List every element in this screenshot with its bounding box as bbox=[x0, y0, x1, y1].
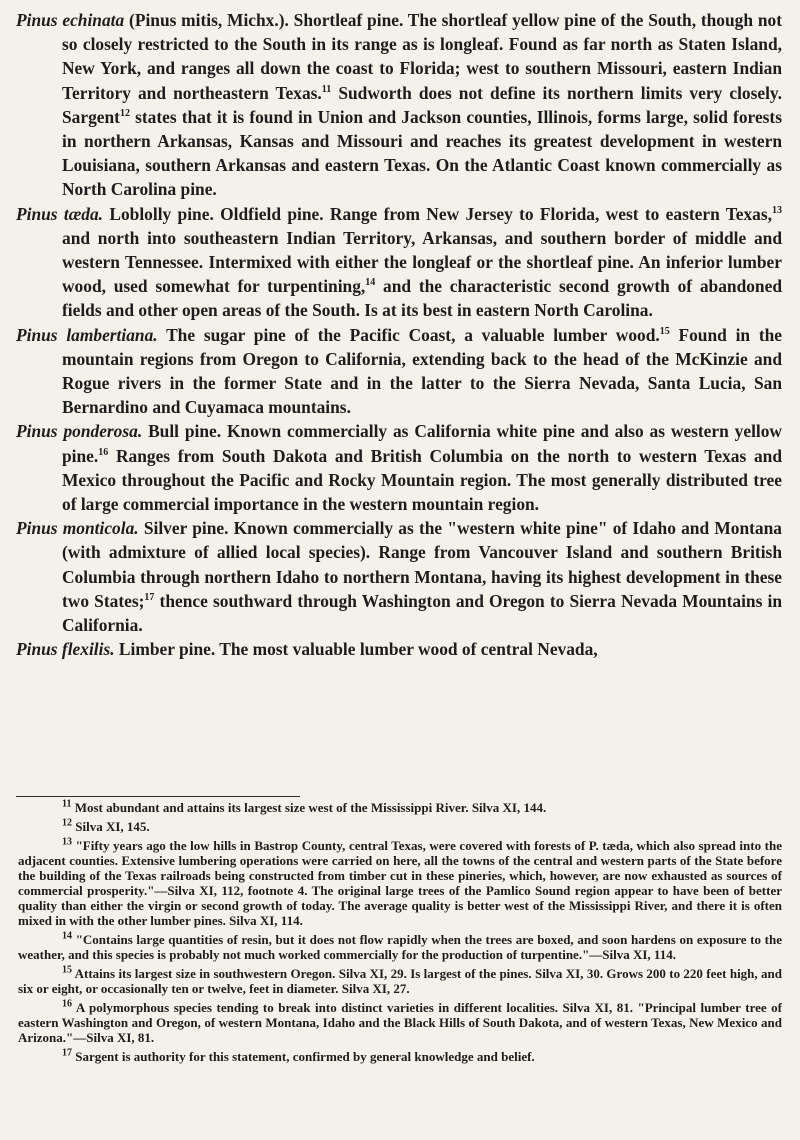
footnote: $^{11}$ Most abundant and attains its largest size west of the Mississippi River. Silva XI, 144. bbox=[62, 798, 547, 815]
footnote-ref[interactable]: 14 bbox=[365, 277, 376, 289]
species-name: Pinus lambertiana. bbox=[16, 324, 158, 345]
footnote: $^{15}$ Attains its largest size in southwestern Oregon. Silva XI, 29. Is largest of the pines. Silva XI, 30. Grows 200 to 220 feet high, and six or eight, or occasionally ten or twelve, feet in diameter. Silva XI, 27. bbox=[18, 964, 782, 996]
species-list bbox=[16, 8, 782, 661]
species-name: Pinus flexilis. bbox=[16, 639, 115, 660]
footnote-number: 11 bbox=[62, 798, 72, 810]
footnote-number: 16 bbox=[62, 998, 72, 1010]
footnote-ref[interactable]: 11 bbox=[321, 83, 332, 95]
footnote-number: 17 bbox=[62, 1047, 72, 1059]
species-entry: Pinus tæda. Loblolly pine. Oldfield pine. Range from New Jersey to Florida, west to eastern Texas,$^{13}$ and north into southeastern Indian Territory, Arkansas, and southern border of middle and western Tennessee. Intermixed with either the longleaf or the shortleaf pine. An inferior lumber wood, used somewhat for turpentining,$^{14}$ and the characteristic second growth of abandoned fields and other open areas of the South. Is at its best in eastern North Carolina. bbox=[16, 203, 782, 321]
footnote: $^{12}$ Silva XI, 145. bbox=[62, 817, 150, 834]
footnote-ref[interactable]: 15 bbox=[659, 325, 670, 337]
footnote: $^{17}$ Sargent is authority for this statement, confirmed by general knowledge and belief. bbox=[62, 1047, 535, 1064]
footnotes bbox=[18, 800, 782, 1068]
footnote-ref[interactable]: 16 bbox=[98, 446, 109, 458]
footnote-divider bbox=[16, 796, 300, 797]
species-name: Pinus monticola. bbox=[16, 518, 139, 539]
species-entry: Pinus echinata (Pinus mitis, Michx.). Shortleaf pine. The shortleaf yellow pine of the South, though not so closely restricted to the South in its range as is longleaf. Found as far north as Staten Island, New York, and ranges all down the coast to Florida; west to southern Missouri, eastern Indian Territory and northeastern Texas.$^{11}$ Sudworth does not define its northern limits very closely. Sargent$^{12}$ states that it is found in Union and Jackson counties, Illinois, forms large, solid forests in northern Arkansas, Kansas and Missouri and reaches its greatest development in western Louisiana, southern Arkansas and eastern Texas. On the Atlantic Coast known commercially as North Carolina pine. bbox=[16, 10, 783, 200]
footnote-ref[interactable]: 17 bbox=[144, 592, 155, 604]
footnote-ref[interactable]: 12 bbox=[119, 108, 130, 120]
footnote-number: 12 bbox=[62, 817, 72, 829]
footnote-number: 15 bbox=[62, 964, 72, 976]
species-name: Pinus echinata bbox=[16, 10, 125, 30]
species-entry: Pinus flexilis. Limber pine. The most valuable lumber wood of central Nevada, bbox=[16, 639, 598, 660]
footnote-ref[interactable]: 13 bbox=[772, 204, 782, 216]
species-name: Pinus tæda. bbox=[16, 203, 104, 224]
footnote: $^{16}$ A polymorphous species tending to break into distinct varieties in different localities. Silva XI, 81. "Principal lumber tree of eastern Washington and Oregon, of western Montana, Idaho and the Black Hills of South Dakota, and of western Texas, New Mexico and Arizona."—Silva XI, 81. bbox=[18, 998, 782, 1045]
footnote: $^{14}$ "Contains large quantities of resin, but it does not flow rapidly when the trees are boxed, and soon hardens on exposure to the weather, and this species is probably not much worked commercially for the production of turpentine."—Silva XI, 114. bbox=[18, 930, 782, 962]
species-entry: Pinus ponderosa. Bull pine. Known commercially as California white pine and also as western yellow pine.$^{16}$ Ranges from South Dakota and British Columbia on the north to western Texas and Mexico throughout the Pacific and Rocky Mountain region. The most generally distributed tree of large commercial importance in the western mountain region. bbox=[16, 421, 782, 515]
footnote-number: 14 bbox=[62, 930, 72, 942]
footnote: $^{13}$ "Fifty years ago the low hills in Bastrop County, central Texas, were covered with forests of P. tæda, which also spread into the adjacent counties. Extensive lumbering operations were carried on here, all the towns of the central and western parts of the State before the building of the Texas railroads being constructed from timber cut in these pineries, which, however, are now exhausted as sources of commercial prosperity."—Silva XI, 112, footnote 4. The original large trees of the Pamlico Sound region appear to have been of better quality than either the virgin or second growth of today. The average quality is better west of the Mississippi River, and there it is often mixed in with the other lumber pines. Silva XI, 114. bbox=[18, 836, 782, 928]
footnote-number: 13 bbox=[62, 836, 72, 848]
species-name: Pinus ponderosa. bbox=[16, 421, 143, 442]
species-entry: Pinus monticola. Silver pine. Known commercially as the "western white pine" of Idaho and Montana (with admixture of allied local species). Range from Vancouver Island and southern British Columbia through northern Idaho to northern Montana, having its highest development in these two States;$^{17}$ thence southward through Washington and Oregon to Sierra Nevada Mountains in California. bbox=[16, 518, 782, 636]
species-entry: Pinus lambertiana. The sugar pine of the Pacific Coast, a valuable lumber wood.$^{15}$ Found in the mountain regions from Oregon to California, extending back to the head of the McKinzie and Rogue rivers in the former State and in the latter to the Sierra Nevada, Santa Lucia, San Bernardino and Cuyamaca mountains. bbox=[16, 324, 783, 418]
